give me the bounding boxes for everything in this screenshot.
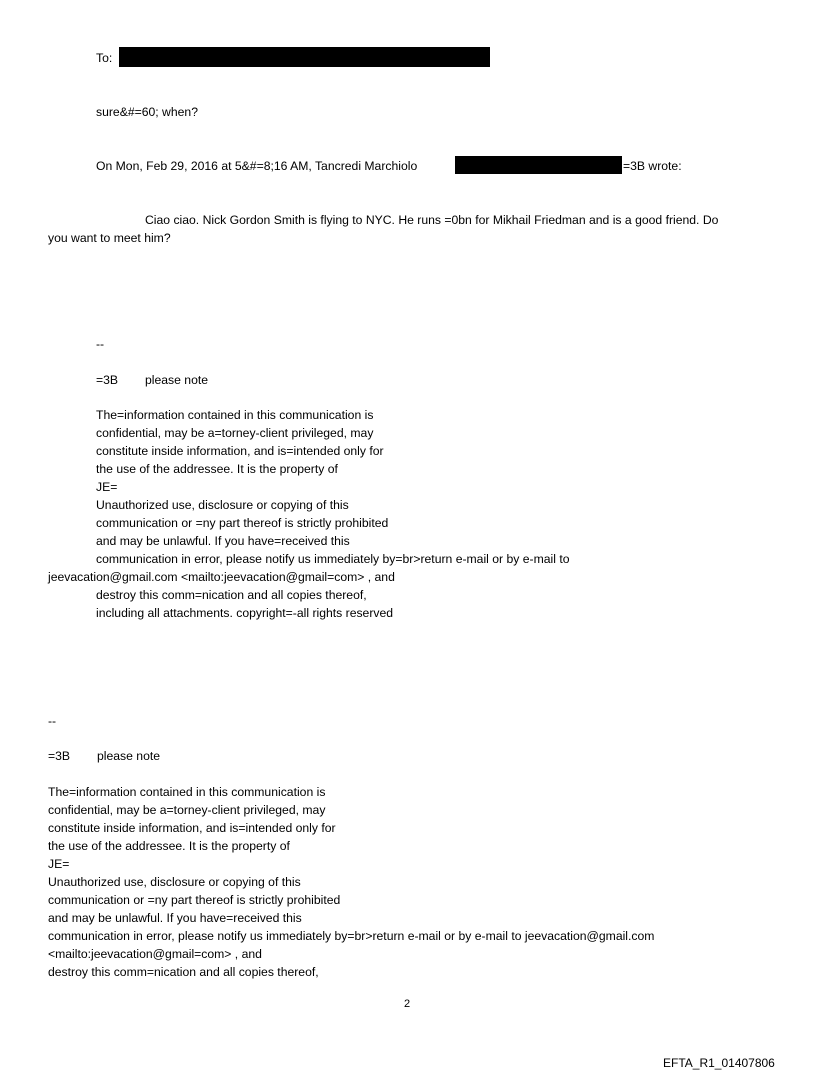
reply-text: sure&#=60; when? [96, 105, 198, 119]
disclaimer-line: Unauthorized use, disclosure or copying of this [48, 875, 301, 889]
disclaimer-line: JE= [48, 857, 70, 871]
redacted-email [455, 156, 622, 174]
signature-dashes: -- [48, 714, 57, 728]
disclaimer-line: confidential, may be a=torney-client privileged, may [96, 426, 374, 440]
quote-header-suffix: =3B wrote: [623, 159, 682, 173]
page-number: 2 [404, 998, 411, 1010]
disclaimer-line: communication or =ny part thereof is strictly prohibited [48, 893, 341, 907]
note-prefix: =3B [96, 373, 119, 387]
disclaimer-line: constitute inside information, and is=intended only for [96, 444, 384, 458]
redacted-recipient [119, 47, 490, 67]
disclaimer-line: destroy this comm=nication and all copies thereof, [48, 965, 319, 979]
disclaimer-line: jeevacation@gmail.com <mailto:jeevacation@gmail=com> , and [48, 570, 395, 584]
signature-dashes: -- [96, 337, 105, 351]
note-label: please note [97, 749, 161, 763]
disclaimer-line: constitute inside information, and is=intended only for [48, 821, 336, 835]
quoted-message-line1: Ciao ciao. Nick Gordon Smith is flying to NYC. He runs =0bn for Mikhail Friedman and is a good friend. Do [145, 213, 719, 227]
disclaimer-line: the use of the addressee. It is the property of [96, 462, 338, 476]
disclaimer-line: JE= [96, 480, 118, 494]
document-id: EFTA_R1_01407806 [663, 1056, 775, 1070]
quote-header-prefix: On Mon, Feb 29, 2016 at 5&#=8;16 AM, Tancredi Marchiolo [96, 159, 418, 173]
to-label: To: [96, 51, 113, 65]
disclaimer-line: communication in error, please notify us immediately by=br>return e-mail or by e-mail to [96, 552, 570, 566]
disclaimer-line: the use of the addressee. It is the property of [48, 839, 290, 853]
disclaimer-line: communication in error, please notify us immediately by=br>return e-mail or by e-mail to jeevacation@gmail.com [48, 929, 655, 943]
disclaimer-line: confidential, may be a=torney-client privileged, may [48, 803, 326, 817]
note-prefix: =3B [48, 749, 71, 763]
disclaimer-line: Unauthorized use, disclosure or copying of this [96, 498, 349, 512]
disclaimer-line: destroy this comm=nication and all copies thereof, [96, 588, 367, 602]
quoted-message-line2: you want to meet him? [48, 231, 171, 245]
disclaimer-line: <mailto:jeevacation@gmail=com> , and [48, 947, 262, 961]
disclaimer-line: including all attachments. copyright=-all rights reserved [96, 606, 394, 620]
disclaimer-line: and may be unlawful. If you have=received this [96, 534, 350, 548]
disclaimer-line: and may be unlawful. If you have=received this [48, 911, 302, 925]
note-label: please note [145, 373, 209, 387]
disclaimer-line: communication or =ny part thereof is strictly prohibited [96, 516, 389, 530]
disclaimer-line: The=information contained in this communication is [48, 785, 326, 799]
disclaimer-line: The=information contained in this communication is [96, 408, 374, 422]
